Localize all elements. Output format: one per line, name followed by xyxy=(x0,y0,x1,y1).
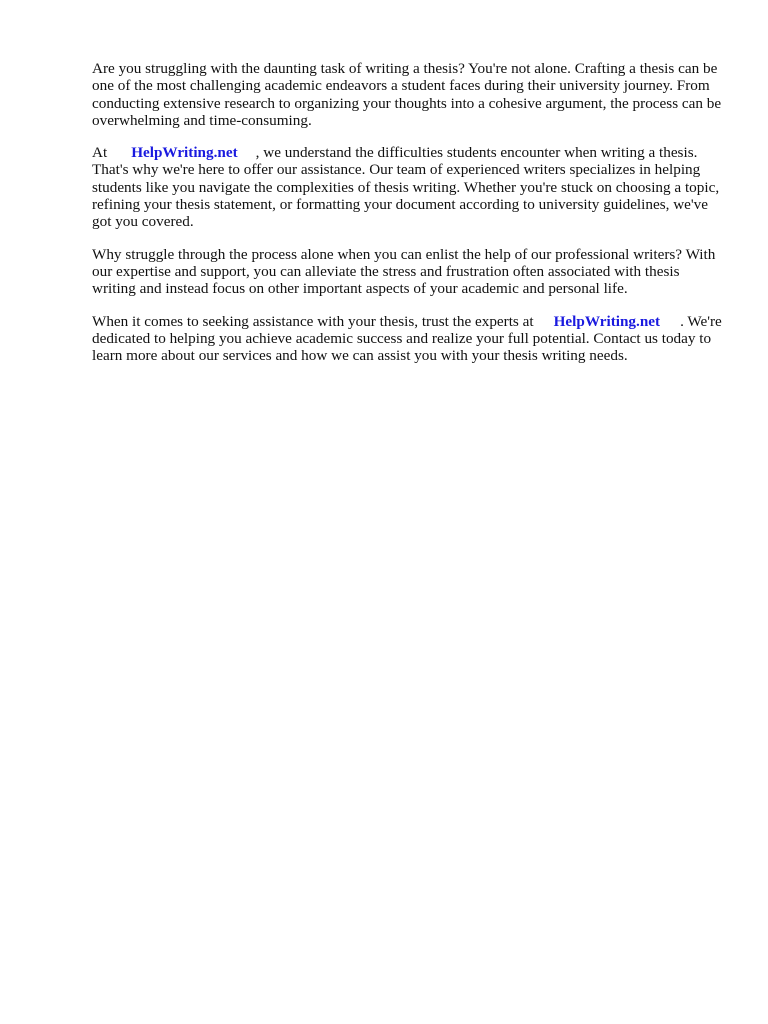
paragraph-closing xyxy=(92,313,722,365)
paragraph-about xyxy=(92,144,722,230)
document-page xyxy=(92,60,722,379)
paragraph-intro-text: Are you struggling with the daunting task of writing a thesis? You're not alone. Crafting a thesis can be one of the most challenging academic endeavors a student faces during their university journey. From conducting extensive research to organizing your thoughts into a cohesive argument, the process can be overwhelming and time-consuming. xyxy=(92,60,722,129)
paragraph-closing-prefix: When it comes to seeking assistance with your thesis, trust the experts at xyxy=(92,312,534,330)
paragraph-closing-period: . xyxy=(680,312,684,330)
paragraph-why xyxy=(92,246,722,298)
paragraph-why-text: Why struggle through the process alone when you can enlist the help of our professional writers? With our expertise and support, you can alleviate the stress and frustration often associated with thesis writing and instead focus on other important aspects of your academic and personal life. xyxy=(92,245,716,298)
helpwriting-link-1[interactable]: HelpWriting.net xyxy=(131,144,238,162)
helpwriting-link-2[interactable]: HelpWriting.net xyxy=(553,312,661,330)
paragraph-intro xyxy=(92,60,722,129)
paragraph-about-prefix: At xyxy=(92,144,108,162)
paragraph-closing-text: We're dedicated to helping you achieve academic success and realize your full potential. Contact us today to learn more about our services and how we can assist you with your thesis writing needs. xyxy=(92,312,722,365)
paragraph-about-text: , we understand the difficulties students encounter when writing a thesis. That's why we're here to offer our assistance. Our team of experienced writers specializes in helping students like you navigate the complexities of thesis writing. Whether you're stuck on choosing a topic, refining your thesis statement, or formatting your document according to university guidelines, we've got you covered. xyxy=(92,144,720,231)
